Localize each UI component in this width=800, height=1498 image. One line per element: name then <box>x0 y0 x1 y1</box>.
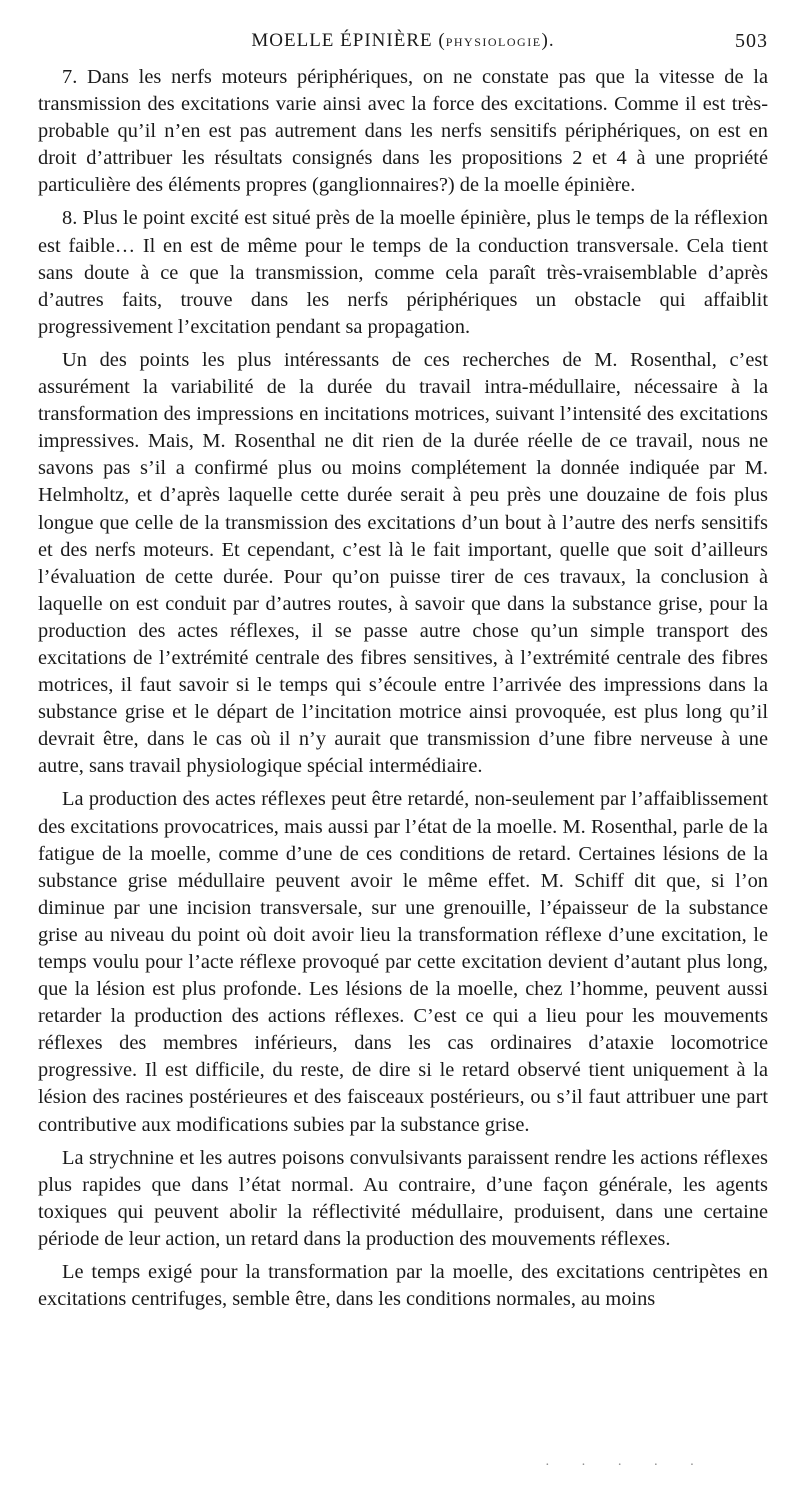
running-title-end: ). <box>541 30 555 51</box>
running-head <box>38 30 768 60</box>
paragraph-rosenthal-discussion: Un des points les plus intéressants de ces recherches de M. Rosenthal, c’est assurément la variabilité de la durée du travail intra-médullaire, nécessaire à la transformation des impressions en incitations motrices, suivant l’intensité des excitations impressives. Mais, M. Rosenthal ne dit rien de la durée réelle de ce travail, nous ne savons pas s’il a confirmé plus ou moins complétement la donnée indiquée par M. Helmholtz, et d’après laquelle cette durée serait à peu près une douzaine de fois plus longue que celle de la transmission des excitations d’un bout à l’autre des nerfs sensitifs et des nerfs moteurs. Et cependant, c’est là le fait important, quelle que soit d’ailleurs l’évaluation de cette durée. Pour qu’on puisse tirer de ces travaux, la conclusion à laquelle on est conduit par d’autres routes, à savoir que dans la substance grise, pour la production des actes réflexes, il se passe autre chose qu’un simple transport des excitations de l’extrémité centrale des fibres sensitives, à l’extrémité centrale des fibres motrices, il faut savoir si le temps qui s’écoule entre l’arrivée des impressions dans la substance grise et le départ de l’incitation motrice ainsi provoquée, est plus long qu’il devrait être, dans le cas où il n’y aurait que transmission d’une fibre nerveuse à une autre, sans travail physiologique spécial intermédiaire. <box>38 348 768 778</box>
paragraph-proposition-8: 8. Plus le point excité est situé près de la moelle épinière, plus le temps de la réflexion est faible… Il en est de même pour le temps de la conduction transversale. Cela tient sans doute à ce que la transmission, comme cela paraît très-vraisemblable d’après d’autres faits, trouve dans les nerfs périphériques un obstacle qui affaiblit progressivement l’excitation pendant sa propagation. <box>38 207 768 338</box>
paragraph-reflex-delay: La production des actes réflexes peut être retardé, non-seulement par l’affaiblissement des excitations provocatrices, mais aussi par l’état de la moelle. M. Rosenthal, parle de la fatigue de la moelle, comme d’une de ces conditions de retard. Certaines lésions de la substance grise médullaire peuvent avoir le même effet. M. Schiff dit que, si l’on diminue par une incision transversale, sur une grenouille, l’épaisseur de la substance grise au niveau du point où doit avoir lieu la transformation réflexe d’une excitation, le temps voulu pour l’acte réflexe provoqué par cette excitation devient d’autant plus long, que la lésion est plus profonde. Les lésions de la moelle, chez l’homme, peuvent aussi retarder la production des actions réflexes. C’est ce qui a lieu pour les mouvements réflexes des membres inférieurs, dans les cas ordinaires d’ataxie locomotrice progressive. Il est difficile, du reste, de dire si le retard observé tient uniquement à la lésion des racines postérieures et des faisceaux postérieurs, ou s’il faut attribuer une part contributive aux modifications subies par la substance grise. <box>38 788 768 1136</box>
paragraph-proposition-7: 7. Dans les nerfs moteurs périphériques, on ne constate pas que la vitesse de la transmission des excitations varie ainsi avec la force des excitations. Comme il est très-probable qu’il n’en est pas autrement dans les nerfs sensitifs périphériques, on est en droit d’attribuer les résultats consignés dans les propositions 2 et 4 à une propriété particulière des éléments propres (ganglionnaires?) de la moelle épinière. <box>38 66 768 197</box>
paragraph-transformation-time: Le temps exigé pour la transformation par la moelle, des excitations centripètes en excitations centrifuges, semble être, dans les conditions normales, au moins <box>38 1261 768 1311</box>
page-edge-marks: · · · · · <box>545 1458 709 1473</box>
body-text <box>38 64 768 1313</box>
book-page <box>38 30 768 1313</box>
running-title-section: PHYSIOLOGIE <box>445 35 542 49</box>
running-title <box>251 30 554 52</box>
running-title-main: MOELLE ÉPINIÈRE ( <box>251 30 446 51</box>
page-number: 503 <box>735 30 768 52</box>
paragraph-strychnine: La strychnine et les autres poisons convulsivants paraissent rendre les actions réflexes plus rapides que dans l’état normal. Au contraire, d’une façon générale, les agents toxiques qui peuvent abolir la réflectivité médullaire, produisent, dans une certaine période de leur action, un retard dans la production des mouvements réflexes. <box>38 1146 768 1250</box>
